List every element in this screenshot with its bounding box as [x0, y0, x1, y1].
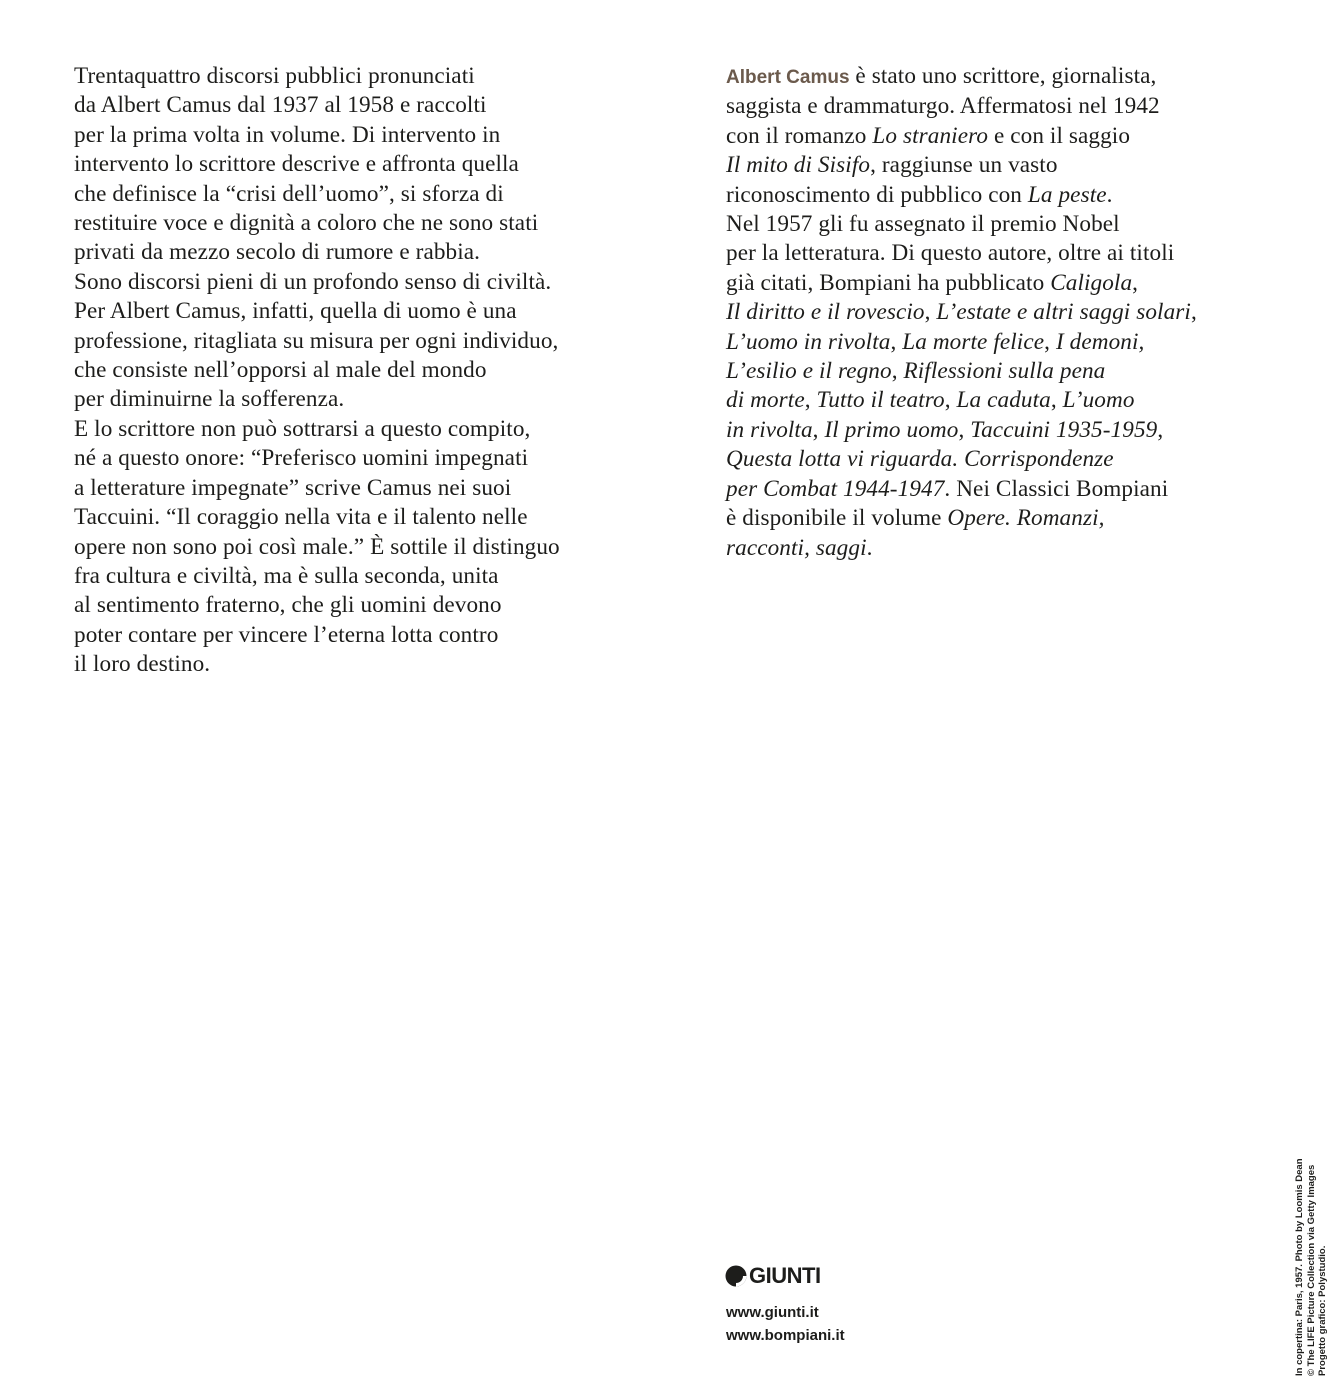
bio-line — [726, 534, 1197, 563]
book-title: Il diritto e il rovescio — [726, 299, 925, 326]
bio-line — [726, 181, 1197, 210]
summary-line: poter contare per vincere l’eterna lotta contro — [74, 621, 499, 648]
book-title: L’esilio e il regno — [726, 358, 892, 385]
cover-credits — [1294, 1116, 1329, 1376]
bio-line — [726, 357, 1197, 386]
bio-line — [726, 416, 1197, 445]
bio-text: , — [1132, 269, 1139, 296]
bio-line — [726, 504, 1197, 533]
bio-text: , — [804, 387, 817, 414]
bio-text: è disponibile il volume — [726, 505, 948, 532]
summary-line: restituire voce e dignità a coloro che ne sono stati — [74, 210, 539, 237]
book-title: Il mito di Sisifo — [726, 152, 871, 179]
summary-line: opere non sono poi così male.” È sottile il distinguo — [74, 533, 560, 560]
bio-text: già citati, Bompiani ha pubblicato — [726, 269, 1051, 296]
bio-line — [726, 122, 1197, 151]
bio-line — [726, 328, 1197, 357]
summary-line: che definisce la “crisi dell’uomo”, si sforza di — [74, 180, 504, 207]
summary-line: per diminuirne la sofferenza. — [74, 386, 345, 413]
book-title: Tutto il teatro — [816, 387, 945, 414]
book-title: Opere. Romanzi, — [947, 505, 1105, 532]
summary-line: al sentimento fraterno, che gli uomini devono — [74, 592, 502, 619]
summary-line: fra cultura e civiltà, ma è sulla seconda, unita — [74, 562, 499, 589]
bio-text: . — [866, 534, 873, 561]
giunti-logo — [725, 1262, 821, 1290]
bio-text: saggista e drammaturgo. Affermatosi nel 1942 — [726, 93, 1160, 120]
book-title: Questa lotta vi riguarda. Corrispondenze — [726, 446, 1114, 473]
bio-text: , — [944, 387, 957, 414]
bio-line — [726, 62, 1197, 92]
bio-line — [726, 298, 1197, 327]
bio-line — [726, 151, 1197, 180]
book-title: Riflessioni sulla pena — [903, 358, 1106, 385]
bio-text: , — [1044, 328, 1056, 355]
author-bio — [726, 62, 1197, 563]
bio-line — [726, 239, 1197, 268]
book-title: Il primo uomo — [824, 416, 959, 443]
bio-text: , — [924, 299, 937, 326]
summary-line: a letterature impegnate” scrive Camus nei suoi — [74, 474, 512, 501]
credit-line-design: Progetto grafico: Polystudio. — [1317, 1245, 1328, 1376]
summary-line: il loro destino. — [74, 651, 211, 678]
logo-text: GIUNTI — [749, 1263, 821, 1288]
bio-text: , — [812, 416, 825, 443]
giunti-website-link[interactable]: www.giunti.it — [726, 1304, 819, 1321]
bio-text: . — [1106, 181, 1113, 208]
summary-line: professione, ritagliata su misura per ogni individuo, — [74, 327, 559, 354]
book-title: La peste — [1027, 181, 1107, 208]
book-title: per Combat 1944-1947 — [726, 475, 945, 502]
book-title: Lo straniero — [872, 122, 989, 149]
bio-text: , — [958, 416, 971, 443]
book-title: L’estate e altri saggi solari — [936, 299, 1191, 326]
bio-text: e con il saggio — [988, 122, 1131, 149]
summary-line: Taccuini. “Il coraggio nella vita e il talento nelle — [74, 504, 528, 531]
bio-text: , — [1190, 299, 1197, 326]
credit-line-photo: In copertina: Paris, 1957. Photo by Loomis Dean — [1294, 1158, 1305, 1376]
bio-line — [726, 445, 1197, 474]
book-title: in rivolta — [726, 416, 813, 443]
bio-text: , — [1050, 387, 1063, 414]
summary-line: per la prima volta in volume. Di intervento in — [74, 121, 501, 148]
summary-line: intervento lo scrittore descrive e affronta quella — [74, 151, 519, 178]
book-title: L’uomo in rivolta — [726, 328, 891, 355]
summary-line: E lo scrittore non può sottrarsi a questo compito, — [74, 415, 531, 442]
summary-line: Sono discorsi pieni di un profondo senso di civiltà. — [74, 268, 552, 295]
bio-line — [726, 92, 1197, 121]
bio-line — [726, 386, 1197, 415]
summary-line: privati da mezzo secolo di rumore e rabbia. — [74, 239, 481, 266]
summary-line: Per Albert Camus, infatti, quella di uomo è una — [74, 298, 517, 325]
bio-text: con il romanzo — [726, 122, 873, 149]
book-title: La morte felice — [902, 328, 1045, 355]
book-title: Caligola — [1050, 269, 1133, 296]
summary-line: che consiste nell’opporsi al male del mondo — [74, 357, 487, 384]
book-title: L’uomo — [1062, 387, 1135, 414]
book-title: Taccuini 1935-1959 — [970, 416, 1158, 443]
summary-line: né a questo onore: “Preferisco uomini impegnati — [74, 445, 529, 472]
bio-text: , raggiunse un vasto — [870, 152, 1058, 179]
book-title: La caduta — [956, 387, 1051, 414]
bio-line — [726, 210, 1197, 239]
book-title: di morte — [726, 387, 805, 414]
credit-line-rights: © The LIFE Picture Collection via Getty Images — [1305, 1164, 1317, 1376]
bio-text: è stato uno scrittore, giornalista, — [849, 63, 1157, 89]
bio-text: per la letteratura. Di questo autore, oltre ai titoli — [726, 240, 1175, 267]
bio-text: Nel 1957 gli fu assegnato il premio Nobel — [726, 211, 1120, 238]
summary-line: Trentaquattro discorsi pubblici pronunciati — [74, 63, 475, 89]
bio-line — [726, 269, 1197, 298]
bio-line — [726, 475, 1197, 504]
bio-text: . Nei Classici Bompiani — [944, 475, 1169, 502]
giunti-g-icon — [725, 1265, 747, 1287]
book-title: I demoni, — [1055, 328, 1145, 355]
book-summary — [74, 62, 560, 680]
bio-text: , — [1157, 416, 1164, 443]
summary-line: da Albert Camus dal 1937 al 1958 e raccolti — [74, 92, 487, 119]
bio-text: , — [890, 328, 903, 355]
bio-text: , — [891, 358, 904, 385]
author-name: Albert Camus — [726, 67, 850, 88]
bompiani-website-link[interactable]: www.bompiani.it — [726, 1327, 845, 1344]
bio-text: riconoscimento di pubblico con — [726, 181, 1028, 208]
book-title: racconti, saggi — [726, 534, 867, 561]
